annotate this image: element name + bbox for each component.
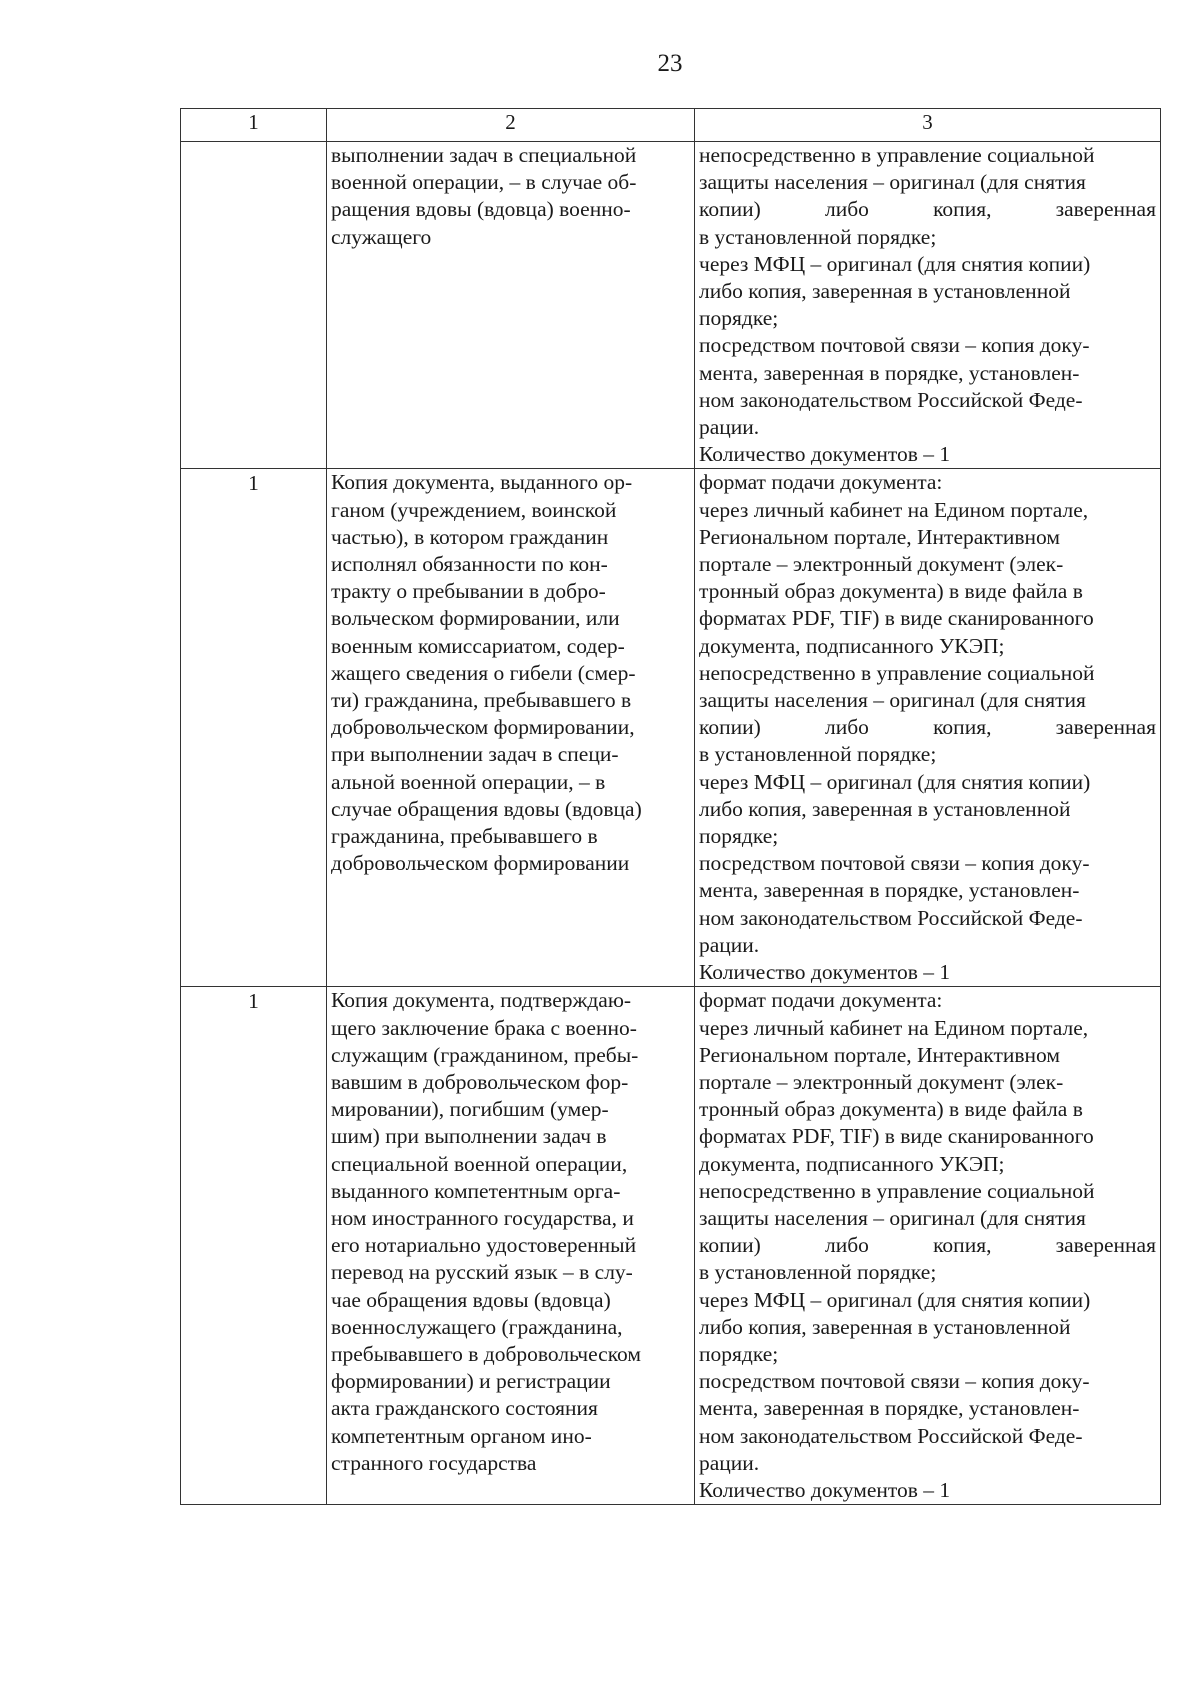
description-line: его нотариально удостоверенный xyxy=(331,1233,637,1258)
format-line: портале – электронный документ (элек- xyxy=(699,1069,1064,1094)
description-line: при выполнении задач в специ- xyxy=(331,742,619,767)
format-line: защиты населения – оригинал (для снятия xyxy=(699,1205,1086,1230)
format-line: портале – электронный документ (элек- xyxy=(699,552,1064,577)
format-line: рации. xyxy=(699,1450,760,1475)
table-row xyxy=(181,142,1161,469)
format-line: формат подачи документа: xyxy=(699,988,943,1013)
format-line: мента, заверенная в порядке, установлен- xyxy=(699,1396,1080,1421)
description-line: акта гражданского состояния xyxy=(331,1396,598,1421)
row-number xyxy=(181,142,327,469)
description-line: выданного компетентным орга- xyxy=(331,1178,621,1203)
description-line: ти) гражданина, пребывавшего в xyxy=(331,688,632,713)
format-line: копии) либо копия, заверенная xyxy=(699,197,1156,222)
description-line: ганом (учреждением, воинской xyxy=(331,497,617,522)
format-line: посредством почтовой связи – копия доку- xyxy=(699,333,1090,358)
format-line: тронный образ документа) в виде файла в xyxy=(699,1097,1083,1122)
format-line: через личный кабинет на Едином портале, xyxy=(699,1015,1089,1040)
description-line: шим) при выполнении задач в xyxy=(331,1124,607,1149)
format-line: ном законодательством Российской Феде- xyxy=(699,1423,1083,1448)
description-line: ращения вдовы (вдовца) военно- xyxy=(331,197,631,222)
format-line: Количество документов – 1 xyxy=(699,1477,951,1502)
description-line: частью), в котором гражданин xyxy=(331,524,609,549)
table-row xyxy=(181,987,1161,1505)
format-line: документа, подписанного УКЭП; xyxy=(699,1151,1005,1176)
column-header-3: 3 xyxy=(695,109,1161,142)
row-number: 1 xyxy=(181,469,327,987)
document-description xyxy=(327,142,695,469)
format-line: тронный образ документа) в виде файла в xyxy=(699,579,1083,604)
row-number: 1 xyxy=(181,987,327,1505)
format-line: в установленной порядке; xyxy=(699,224,937,249)
format-line: непосредственно в управление социальной xyxy=(699,660,1095,685)
format-line: мента, заверенная в порядке, установлен- xyxy=(699,878,1080,903)
description-line: добровольческом формировании, xyxy=(331,715,635,740)
format-line: посредством почтовой связи – копия доку- xyxy=(699,851,1090,876)
format-line: рации. xyxy=(699,932,760,957)
format-line: через МФЦ – оригинал (для снятия копии) xyxy=(699,769,1091,794)
description-line: вольческом формировании, или xyxy=(331,606,620,631)
description-line: формировании) и регистрации xyxy=(331,1369,611,1394)
submission-format xyxy=(695,469,1161,987)
column-header-2: 2 xyxy=(327,109,695,142)
format-line: порядке; xyxy=(699,824,779,849)
format-line: посредством почтовой связи – копия доку- xyxy=(699,1369,1090,1394)
format-line: либо копия, заверенная в установленной xyxy=(699,1314,1071,1339)
description-line: мировании), погибшим (умер- xyxy=(331,1097,609,1122)
description-line: военной операции, – в случае об- xyxy=(331,170,637,195)
format-line: непосредственно в управление социальной xyxy=(699,1178,1095,1203)
submission-format xyxy=(695,142,1161,469)
format-line: либо копия, заверенная в установленной xyxy=(699,279,1071,304)
format-line: ном законодательством Российской Феде- xyxy=(699,905,1083,930)
format-line: Региональном портале, Интерактивном xyxy=(699,524,1060,549)
format-line: через МФЦ – оригинал (для снятия копии) xyxy=(699,1287,1091,1312)
description-line: Копия документа, выданного ор- xyxy=(331,470,633,495)
description-line: исполнял обязанности по кон- xyxy=(331,552,608,577)
format-line: копии) либо копия, заверенная xyxy=(699,715,1156,740)
description-line: чае обращения вдовы (вдовца) xyxy=(331,1287,611,1312)
format-line: либо копия, заверенная в установленной xyxy=(699,796,1071,821)
format-line: ном законодательством Российской Феде- xyxy=(699,387,1083,412)
format-line: защиты населения – оригинал (для снятия xyxy=(699,170,1086,195)
description-line: ном иностранного государства, и xyxy=(331,1205,634,1230)
description-line: специальной военной операции, xyxy=(331,1151,628,1176)
description-line: служащего xyxy=(331,224,432,249)
description-line: военным комиссариатом, содер- xyxy=(331,633,625,658)
description-line: пребывавшего в добровольческом xyxy=(331,1341,642,1366)
format-line: непосредственно в управление социальной xyxy=(699,143,1095,167)
format-line: мента, заверенная в порядке, установлен- xyxy=(699,360,1080,385)
column-header-1: 1 xyxy=(181,109,327,142)
format-line: порядке; xyxy=(699,1341,779,1366)
description-line: тракту о пребывании в добро- xyxy=(331,579,606,604)
format-line: через личный кабинет на Едином портале, xyxy=(699,497,1089,522)
description-line: жащего сведения о гибели (смер- xyxy=(331,660,636,685)
format-line: форматах PDF, TIF) в виде сканированного xyxy=(699,1124,1094,1149)
description-line: выполнении задач в специальной xyxy=(331,143,637,167)
description-line: добровольческом формировании xyxy=(331,851,630,876)
submission-format xyxy=(695,987,1161,1505)
description-line: Копия документа, подтверждаю- xyxy=(331,988,632,1013)
format-line: Количество документов – 1 xyxy=(699,960,951,985)
format-line: формат подачи документа: xyxy=(699,470,943,495)
description-line: случае обращения вдовы (вдовца) xyxy=(331,796,642,821)
description-line: щего заключение брака с военно- xyxy=(331,1015,637,1040)
document-description xyxy=(327,987,695,1505)
description-line: странного государства xyxy=(331,1450,537,1475)
format-line: через МФЦ – оригинал (для снятия копии) xyxy=(699,251,1091,276)
description-line: альной военной операции, – в xyxy=(331,769,606,794)
format-line: форматах PDF, TIF) в виде сканированного xyxy=(699,606,1094,631)
description-line: военнослужащего (гражданина, xyxy=(331,1314,623,1339)
page-number: 23 xyxy=(657,50,683,77)
description-line: служащим (гражданином, пребы- xyxy=(331,1042,639,1067)
format-line: порядке; xyxy=(699,306,779,331)
format-line: защиты населения – оригинал (для снятия xyxy=(699,688,1086,713)
format-line: копии) либо копия, заверенная xyxy=(699,1233,1156,1258)
description-line: перевод на русский язык – в слу- xyxy=(331,1260,633,1285)
description-line: компетентным органом ино- xyxy=(331,1423,592,1448)
format-line: рации. xyxy=(699,415,760,440)
format-line: в установленной порядке; xyxy=(699,742,937,767)
format-line: документа, подписанного УКЭП; xyxy=(699,633,1005,658)
format-line: Количество документов – 1 xyxy=(699,442,951,467)
document-description xyxy=(327,469,695,987)
format-line: Региональном портале, Интерактивном xyxy=(699,1042,1060,1067)
description-line: гражданина, пребывавшего в xyxy=(331,824,598,849)
table-header-row xyxy=(181,109,1161,142)
document-table xyxy=(180,108,1161,1505)
format-line: в установленной порядке; xyxy=(699,1260,937,1285)
table-row xyxy=(181,469,1161,987)
description-line: вавшим в добровольческом фор- xyxy=(331,1069,629,1094)
